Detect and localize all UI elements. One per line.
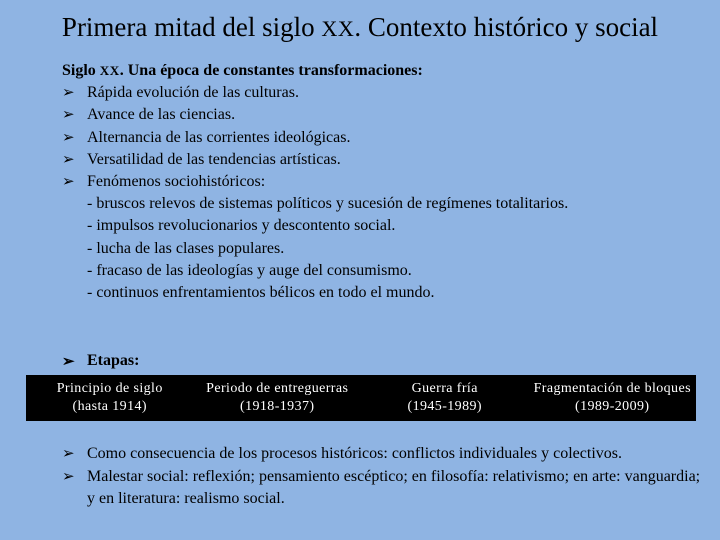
stage-box: [529, 375, 697, 421]
arrowhead-bullet-icon: ➢: [62, 468, 75, 485]
sub-item: - bruscos relevos de sistemas políticos y sucesión de regímenes totalitarios.: [87, 195, 569, 213]
slide-title: Primera mitad del siglo XX. Contexto histórico y social: [61, 12, 659, 42]
sub-item: - fracaso de las ideologías y auge del consumismo.: [87, 261, 412, 279]
bullet-item: ➢ Como consecuencia de los procesos históricos: conflictos individuales y colectivos.: [62, 443, 702, 466]
arrowhead-bullet-icon: ➢: [62, 107, 75, 124]
stage-dates: (hasta 1914): [72, 399, 147, 414]
arrowhead-bullet-icon: ➢: [62, 151, 75, 168]
arrowhead-bullet-icon: ➢: [62, 446, 75, 462]
arrowhead-bullet-icon: ➢: [62, 129, 75, 146]
section-heading: Siglo XX. Una época de constantes transformaciones:: [62, 62, 423, 79]
bullet-item: ➢ Avance de las ciencias.: [62, 104, 712, 126]
stage-box: [361, 375, 529, 421]
stage-dates: (1945-1989): [407, 399, 482, 414]
arrowhead-bullet-icon: ➢: [62, 174, 75, 191]
stage-name: Principio de siglo: [56, 381, 163, 396]
bullet-item: ➢ Alternancia de las corrientes ideológicas.: [62, 127, 712, 149]
conclusions-section: [62, 443, 702, 511]
stage-box: [26, 375, 194, 421]
stage-dates: (1989-2009): [575, 399, 650, 414]
bullet-item: ➢ Fenómenos sociohistóricos:: [62, 171, 712, 193]
stage-name: Fragmentación de bloques: [533, 381, 691, 396]
stage-name: Guerra fría: [411, 381, 478, 396]
stage-box: [194, 375, 362, 421]
arrowhead-bullet-icon: ➢: [62, 85, 75, 102]
stage-dates: (1918-1937): [240, 399, 315, 414]
bullet-item: ➢ Rápida evolución de las culturas.: [62, 82, 712, 104]
sub-item: - lucha de las clases populares.: [87, 239, 285, 257]
stages-bar: [26, 375, 696, 421]
sub-item: - continuos enfrentamientos bélicos en todo el mundo.: [87, 284, 435, 302]
bullet-item: ➢ Versatilidad de las tendencias artísticas.: [62, 149, 712, 171]
stage-name: Periodo de entreguerras: [206, 381, 349, 396]
arrowhead-bullet-icon: ➢: [62, 354, 75, 370]
etapas-heading: ➢ Etapas:: [62, 352, 140, 370]
bullet-item: ➢ Malestar social: reflexión; pensamiento escéptico; en filosofía: relativismo; en arte: vanguardia; y en literatura: realismo social.: [62, 467, 701, 507]
intro-section: [62, 60, 712, 304]
sub-item: - impulsos revolucionarios y descontento social.: [87, 217, 396, 235]
